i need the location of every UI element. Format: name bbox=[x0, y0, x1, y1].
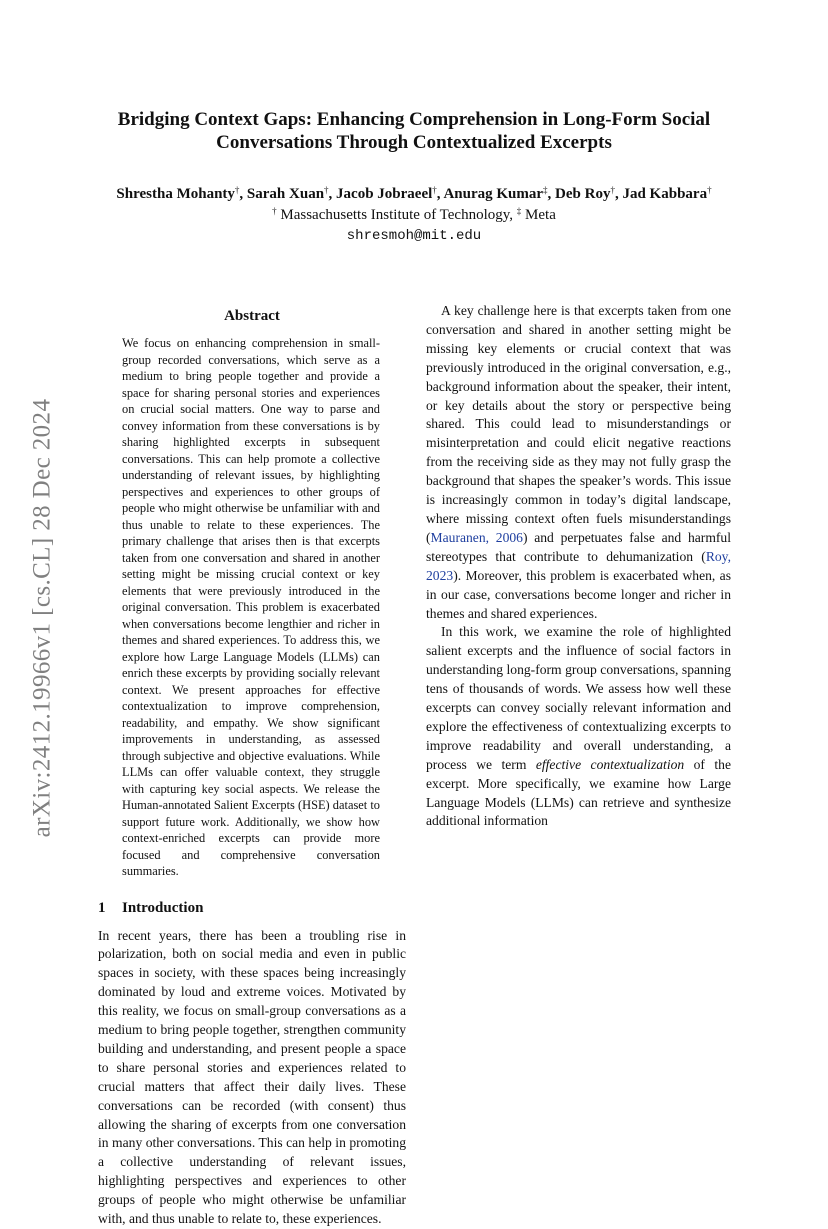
author-name: Anurag Kumar bbox=[443, 186, 543, 202]
intro-paragraph-3 bbox=[426, 623, 731, 831]
section-number: 1 bbox=[98, 898, 122, 918]
intro-paragraph-1: In recent years, there has been a troubling rise in polarization, both on social media and even in public spaces in society, with these spaces being increasingly dominated by loud and extreme voices. Motivated by this reality, we focus on small-group conversations as a medium to bring people together, strengthen community building and understanding, and present people a space to share personal stories and experiences related to crucial matters that affect their daily lives. These conversations can be recorded (with consent) thus allowing the sharing of excerpts from one conversation in many other conversations. This can help in promoting a collective understanding of relevant issues, highlighting perspectives and experiences to other groups of people who might otherwise be unfamiliar with, and thus unable to relate to, these experiences. bbox=[98, 927, 406, 1229]
intro-paragraph-2 bbox=[426, 302, 731, 623]
affiliation-mark: ‡ bbox=[543, 185, 548, 195]
affiliation-name: Massachusetts Institute of Technology, bbox=[277, 207, 517, 223]
citation-link[interactable]: Mauranen, 2006 bbox=[431, 530, 523, 545]
author-separator: , bbox=[615, 186, 623, 202]
abstract-text: We focus on enhancing comprehension in small-group recorded conversations, which serve as a medium to bring people together and provide a space for sharing personal stories and experiences on crucial social matters. One way to parse and convey information from these conversations is by sharing highlighted excerpts in subsequent conversations. This can help promote a collective understanding of relevant issues, by highlighting perspectives and experiences to other groups of people who might otherwise be unfamiliar with and thus unable to relate to these experiences. The primary challenge that arises then is that excerpts taken from one conversation and shared in another setting might be missing crucial context or key elements that were previously introduced in the original conversation. This problem is exacerbated when conversations become lengthier and richer in themes and shared experiences. To address this, we explore how Large Language Models (LLMs) can enrich these excerpts by providing socially relevant context. We present approaches for effective contextualization to improve comprehension, readability, and empathy. We show significant improvements in understanding, as assessed through subjective and objective evaluations. While LLMs can offer valuable context, they struggle with capturing key social aspects. We release the Human-annotated Salient Excerpts (HSE) dataset to support future work. Additionally, we show how context-enriched excerpts can provide more focused and comprehensive conversation summaries. bbox=[122, 335, 380, 880]
paragraph-text: of the excerpt. More specifically, we examine how Large Language Models (LLMs) can retrieve and synthesize additional information bbox=[426, 757, 731, 829]
emphasized-term: effective contextualization bbox=[536, 757, 684, 772]
paragraph-text: In this work, we examine the role of highlighted salient excerpts and the influence of social factors in understanding long-form group conversations, spanning tens of thousands of words. We assess how well these excerpts can convey socially relevant information and explore the effectiveness of contextualizing excerpts to improve readability and overall understanding, a process we term bbox=[426, 624, 731, 771]
title-line-1: Bridging Context Gaps: Enhancing Comprehension in Long-Form Social bbox=[80, 108, 748, 131]
author-separator: , bbox=[548, 186, 556, 202]
affiliation-mark: † bbox=[235, 185, 240, 195]
paragraph-text: ) and perpetuates false and harmful stereotypes that contribute to dehumanization ( bbox=[426, 530, 731, 564]
affiliation-mark: † bbox=[272, 206, 277, 216]
title-line-2: Conversations Through Contextualized Excerpts bbox=[80, 131, 748, 154]
affiliation-mark: † bbox=[432, 185, 437, 195]
author-separator: , bbox=[239, 186, 247, 202]
right-column bbox=[426, 302, 731, 831]
author-name: Sarah Xuan bbox=[247, 186, 324, 202]
author-separator: , bbox=[329, 186, 337, 202]
arxiv-id-text: arXiv:2412.19966v1 [cs.CL] 28 Dec 2024 bbox=[28, 398, 56, 837]
abstract-heading: Abstract bbox=[98, 306, 406, 326]
affiliation-mark: † bbox=[707, 185, 712, 195]
author-name: Jacob Jobraeel bbox=[336, 186, 432, 202]
affiliation-mark: ‡ bbox=[517, 206, 522, 216]
paragraph-text: A key challenge here is that excerpts taken from one conversation and shared in another setting might be missing key elements or crucial context that was previously introduced in the original conversation, e.g., background information about the speaker, their intent, or key details about the story or perspective being shared. This could lead to misunderstandings or misinterpretation and could elicit negative reactions from the receiving side as they may not fully grasp the background that shapes the speaker’s words. This issue is increasingly common in today’s digital landscape, where missing context often fuels misunderstandings ( bbox=[426, 303, 731, 545]
citation-link[interactable]: Roy, 2023 bbox=[426, 549, 731, 583]
author-separator: , bbox=[437, 186, 444, 202]
section-title: Introduction bbox=[122, 900, 203, 916]
author-list bbox=[80, 184, 748, 204]
affiliation-mark: † bbox=[610, 185, 615, 195]
paper-title bbox=[80, 108, 748, 154]
author-name: Jad Kabbara bbox=[622, 186, 707, 202]
contact-email[interactable]: shresmoh@mit.edu bbox=[80, 226, 748, 246]
author-name: Shrestha Mohanty bbox=[116, 186, 235, 202]
left-column bbox=[98, 306, 406, 1229]
paragraph-text: ). Moreover, this problem is exacerbated when, as in our case, conversations become longer and richer in themes and shared experiences. bbox=[426, 568, 731, 621]
affiliation-mark: † bbox=[324, 185, 329, 195]
author-name: Deb Roy bbox=[555, 186, 610, 202]
arxiv-identifier-stamp bbox=[22, 360, 62, 875]
section-heading-introduction bbox=[98, 898, 406, 918]
affiliation-name: Meta bbox=[521, 207, 556, 223]
affiliations bbox=[80, 205, 748, 225]
